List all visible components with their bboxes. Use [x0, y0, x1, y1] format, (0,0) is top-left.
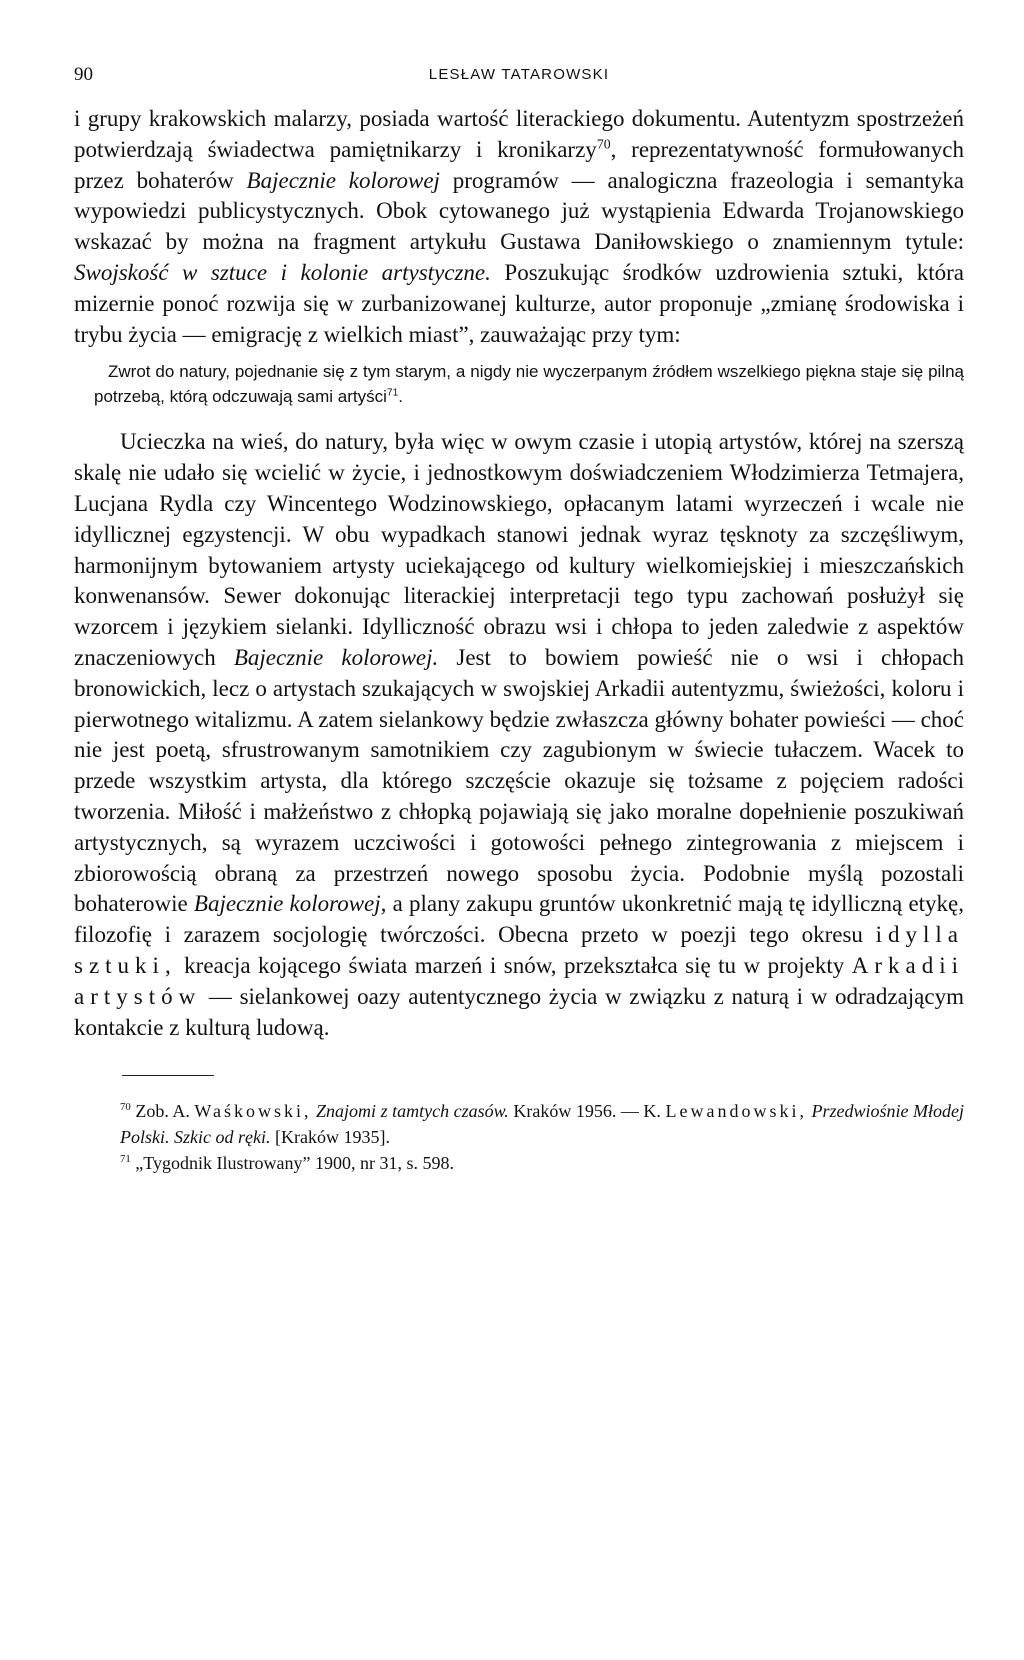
paragraph-1 [74, 104, 964, 350]
block-quote [94, 360, 964, 409]
running-head: LESŁAW TATAROWSKI [428, 66, 610, 83]
text-run: a plany zakupu gruntów ukonkretnić mają tę idylliczną etykę, filozofię i zarazem socjologię twórczości. Obecna przeto w poezji tego okresu [74, 891, 964, 948]
footnote-ref-70: 70 [596, 136, 611, 152]
footnotes [74, 1098, 964, 1176]
quote-text [94, 360, 964, 409]
text-run: [Kraków 1935]. [270, 1127, 390, 1148]
text-run: . [398, 386, 403, 406]
title-przedwiosnie: Przedwiośnie Młodej Polski. Szkic od ręki. [120, 1101, 965, 1148]
title-znajomi: Znajomi z tamtych czasów. [316, 1101, 509, 1122]
footnote-number-70: 70 [120, 1101, 131, 1114]
footnote-ref-71: 71 [386, 387, 399, 399]
text-run: — sielankowej oazy autentycznego życia w związku z naturą i w odradzającym kontakcie z kulturą ludową. [74, 983, 964, 1040]
document-page [74, 64, 964, 1176]
text-run: Kraków 1956. — K. [508, 1101, 666, 1122]
paragraph-2 [74, 427, 964, 1043]
text-run: Zob. A. [130, 1101, 195, 1122]
body-text-2 [74, 427, 964, 1043]
footnote-number-71: 71 [120, 1153, 131, 1166]
spaced-arkadii-artystow: Arkadii artystów [74, 952, 964, 1009]
text-run: i grupy krakowskich malarzy, posiada wartość literackiego dokumentu. Autentyzm spostrzeżeń potwierdzają świadectwa pamiętnikarzy i kronikarzy [74, 106, 964, 162]
author-waskowski: Waśkowski, [194, 1101, 312, 1122]
title-bajecznie-kolorowej-3: Bajecznie kolorowej, [193, 891, 387, 917]
text-run: kreacja kojącego świata marzeń i snów, przekształca się tu w projekty [176, 952, 852, 978]
footnote-70 [74, 1098, 964, 1150]
title-bajecznie-kolorowej: Bajecznie kolorowej [246, 167, 440, 193]
text-run: Poszukując środków uzdrowienia sztuki, która mizernie ponoć rozwija się w zurbanizowanej kulturze, autor proponuje „zmianę środowiska i trybu życia — emigrację z wielkich miast”, zauważając przy tym: [74, 259, 964, 347]
text-run: , reprezentatywność formułowanych przez bohaterów [74, 136, 964, 193]
page-header [74, 64, 964, 104]
text-run: Zwrot do natury, pojednanie się z tym starym, a nigdy nie wyczerpanym źródłem wszelkiego piękna staje się pilną potrzebą, którą odczuwają sami artyści [94, 362, 964, 406]
body-text [74, 104, 964, 350]
text-run: Ucieczka na wieś, do natury, była więc w owym czasie i utopią artystów, której na szerszą skalę nie udało się wcielić w życie, i jednostkowym doświadczeniem Włodzimierza Tetmajera, Lucjana Rydla czy Wincentego Wodzinowskiego, opłacanym latami wyrzeczeń i wcale nie idyllicznej egzystencji. W obu wypadkach stanowi jednak wyraz tęsknoty za szczęśliwym, harmonijnym bytowaniem artysty uciekającego od kultury wielkomiejskiej i mieszczańskich konwenansów. Sewer dokonując literackiej interpretacji tego typu zachowań posłużył się wzorcem i językiem sielanki. Idylliczność obrazu wsi i chłopa to jeden zaledwie z aspektów znaczeniowych [74, 429, 964, 670]
page-number: 90 [74, 64, 93, 85]
footnote-divider [122, 1075, 214, 1076]
text-run: Jest to bowiem powieść nie o wsi i chłopach bronowickich, lecz o artystach szukających w swojskiej Arkadii autentyzmu, świeżości, koloru i pierwotnego witalizmu. A zatem sielankowy będzie zwłaszcza główny bohater powieści — choć nie jest poetą, sfrustrowanym samotnikiem czy zagubionym w świecie tułaczem. Wacek to przede wszystkim artysta, dla którego szczęście okazuje się tożsame z pojęciem radości tworzenia. Miłość i małżeństwo z chłopką pojawiają się jako moralne dopełnienie poszukiwań artystycznych, są wyrazem uczciwości i gotowości pełnego zintegrowania z miejscem i zbiorowością obraną za przestrzeń nowego sposobu życia. Podobnie myślą pozostali bohaterowie [74, 644, 964, 917]
title-swojskosc: Swojskość w sztuce i kolonie artystyczne. [74, 259, 491, 285]
text-run: programów — analogiczna frazeologia i semantyka wypowiedzi publicystycznych. Obok cytowanego już wystąpienia Edwarda Trojanowskiego wskazać by można na fragment artykułu Gustawa Daniłowskiego o znamiennym tytule: [74, 167, 964, 255]
spaced-idylla-sztuki: idylla sztuki, [74, 922, 964, 978]
text-run: „Tygodnik Ilustrowany” 1900, nr 31, s. 598. [130, 1153, 454, 1174]
title-bajecznie-kolorowej-2: Bajecznie kolorowej. [233, 644, 439, 670]
author-lewandowski: Lewandowski, [665, 1101, 807, 1122]
footnote-71 [74, 1150, 964, 1176]
